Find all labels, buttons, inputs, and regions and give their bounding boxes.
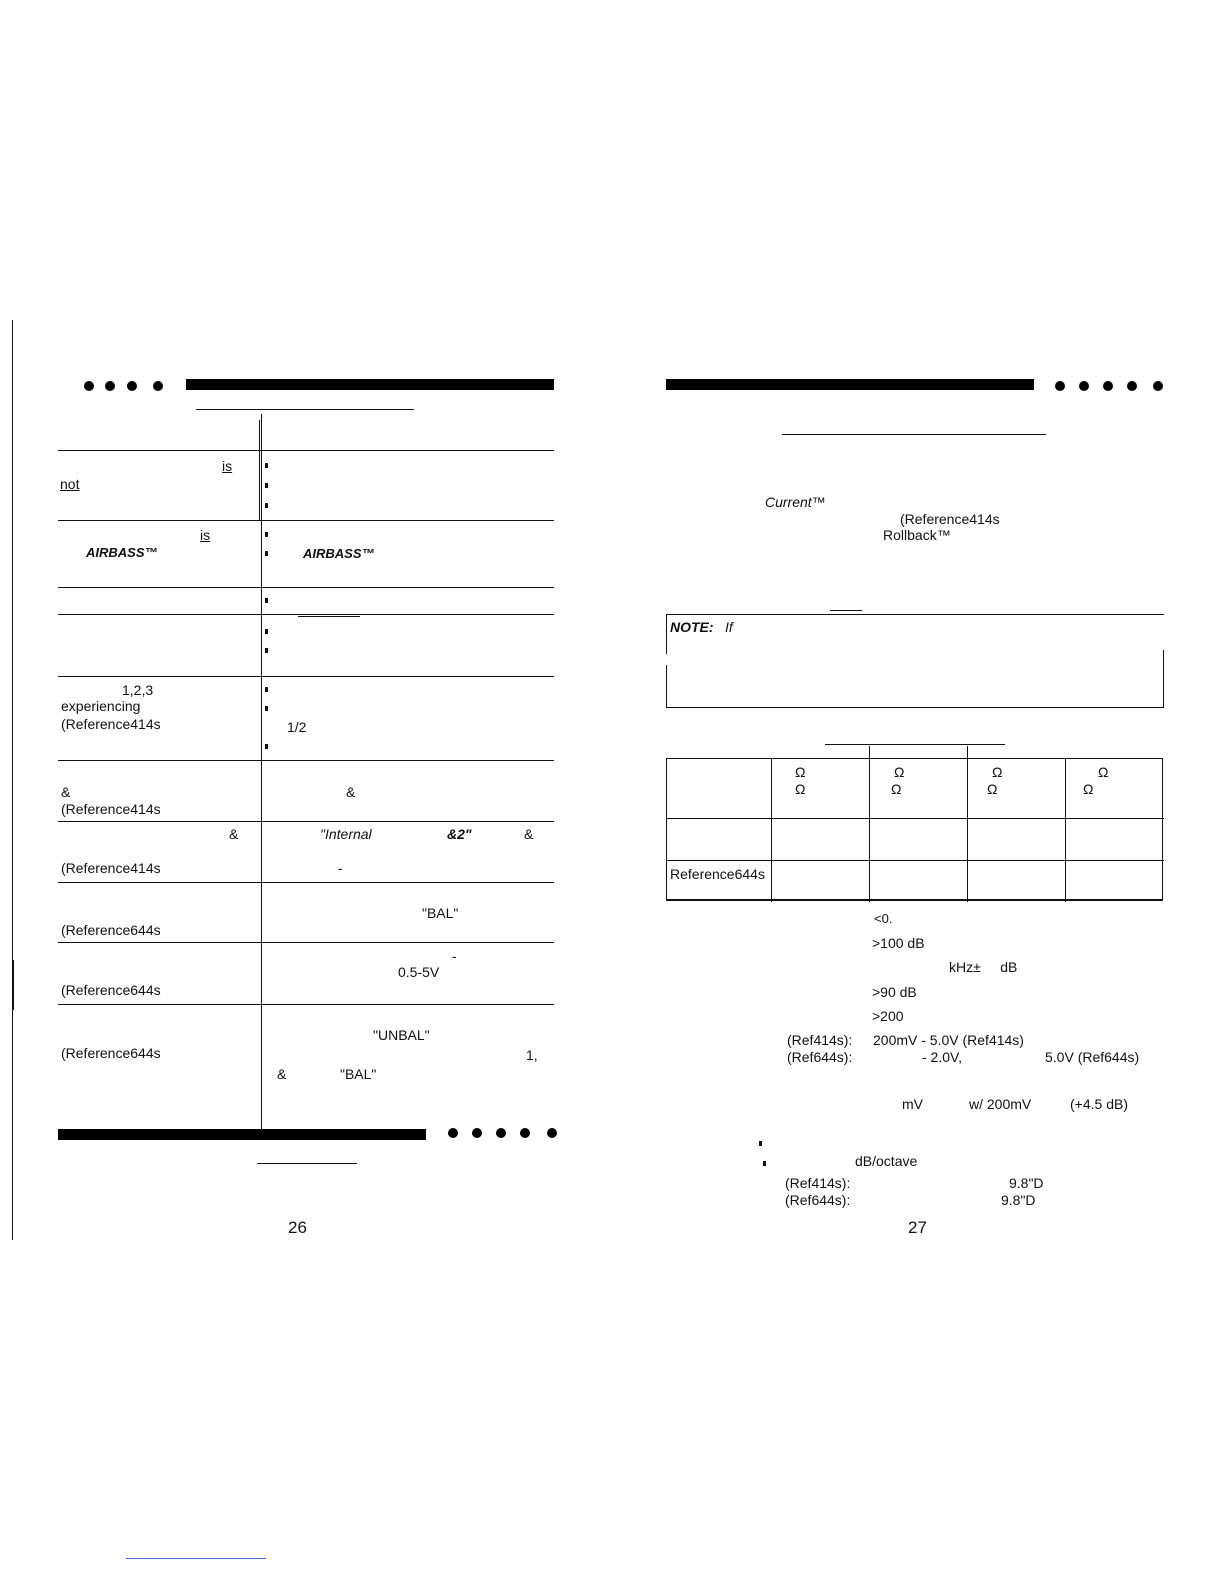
col-divider bbox=[1065, 759, 1066, 902]
note-box-left bbox=[666, 614, 667, 654]
bottom-link-underline bbox=[126, 1558, 266, 1559]
spec-value: >90 dB bbox=[872, 984, 917, 1000]
impedance-table bbox=[666, 758, 1163, 901]
dim-value: 9.8"D bbox=[1009, 1175, 1044, 1191]
footer-dot bbox=[496, 1128, 506, 1138]
problem-text: & bbox=[61, 784, 71, 800]
left-margin-rule bbox=[12, 320, 13, 1240]
header-dot bbox=[127, 381, 137, 391]
note-box-mark bbox=[830, 610, 862, 611]
dim-value: 9.8"D bbox=[1001, 1192, 1036, 1208]
bullet bbox=[763, 1161, 766, 1166]
page-number-left: 26 bbox=[288, 1218, 307, 1237]
title-underline bbox=[782, 434, 1046, 435]
row-rule bbox=[58, 614, 554, 615]
col-divider bbox=[771, 759, 772, 902]
problem-text: not bbox=[60, 476, 80, 492]
solution-text: 1, bbox=[526, 1047, 538, 1063]
dim-label: (Ref414s): bbox=[785, 1175, 851, 1191]
solution-text: & bbox=[524, 826, 534, 842]
table-title-underline bbox=[825, 744, 1005, 745]
bullet bbox=[265, 687, 268, 692]
bullet bbox=[265, 648, 268, 653]
note-box-top bbox=[666, 614, 1164, 615]
spec-value: 200mV - 5.0V (Ref414s) bbox=[873, 1032, 1024, 1048]
problem-text: is bbox=[222, 458, 233, 474]
spec-value-extra: 5.0V (Ref644s) bbox=[1045, 1049, 1140, 1065]
problem-text: (Reference414s bbox=[61, 801, 161, 817]
note-label: NOTE: bbox=[670, 619, 714, 635]
ohm-symbol: Ω bbox=[891, 781, 902, 797]
header-dot bbox=[153, 381, 163, 391]
footer-underline bbox=[257, 1163, 357, 1164]
header-dot bbox=[105, 381, 115, 391]
bullet bbox=[759, 1141, 762, 1146]
solution-text: - bbox=[452, 948, 457, 964]
solution-text: "Internal bbox=[320, 826, 372, 842]
col-divider bbox=[869, 759, 870, 902]
table-header-rule bbox=[58, 450, 554, 451]
footer-bar bbox=[58, 1129, 426, 1140]
gain-db: (+4.5 dB) bbox=[1070, 1096, 1128, 1112]
problem-text: 1,2,3 bbox=[122, 682, 154, 698]
spec-value: >100 dB bbox=[872, 935, 925, 951]
header-bar bbox=[186, 379, 554, 390]
solution-text: "UNBAL" bbox=[373, 1027, 430, 1043]
header-dot bbox=[1055, 381, 1065, 391]
problem-text: (Reference414s bbox=[61, 860, 161, 876]
airbass-label: AIRBASS™ bbox=[86, 545, 158, 560]
intro-rollback: Rollback™ bbox=[883, 527, 951, 543]
note-box-right bbox=[1163, 650, 1164, 708]
gain-mv: mV bbox=[902, 1096, 923, 1112]
problem-text: (Reference644s bbox=[61, 922, 161, 938]
row-rule bbox=[58, 821, 554, 822]
spec-label: (Ref414s): bbox=[787, 1032, 853, 1048]
bullet bbox=[265, 551, 268, 556]
problem-text: is bbox=[200, 527, 211, 543]
problem-text: experiencing bbox=[61, 698, 141, 714]
solution-text: 1/2 bbox=[287, 719, 307, 735]
intro-ref: (Reference414s bbox=[900, 511, 1000, 527]
underline bbox=[298, 616, 360, 617]
ohm-symbol: Ω bbox=[987, 781, 998, 797]
solution-text: 0.5-5V bbox=[398, 964, 440, 980]
spec-value: - 2.0V, bbox=[922, 1049, 962, 1065]
row-divider bbox=[667, 818, 1164, 819]
ohm-symbol: Ω bbox=[795, 781, 806, 797]
solution-text: & bbox=[277, 1066, 287, 1082]
header-dot bbox=[1079, 381, 1089, 391]
dim-label: (Ref644s): bbox=[785, 1192, 851, 1208]
footer-dot bbox=[448, 1128, 458, 1138]
row-rule bbox=[58, 676, 554, 677]
table-mark bbox=[967, 746, 968, 758]
row-rule bbox=[58, 942, 554, 943]
header-dot bbox=[84, 381, 94, 391]
ohm-symbol: Ω bbox=[894, 764, 905, 780]
footer-dot bbox=[547, 1128, 557, 1138]
bullet bbox=[265, 706, 268, 711]
bullet bbox=[265, 744, 268, 749]
spec-label: (Ref644s): bbox=[787, 1049, 853, 1065]
ohm-symbol: Ω bbox=[1098, 764, 1109, 780]
header-dot bbox=[1127, 381, 1137, 391]
row-rule bbox=[58, 1004, 554, 1005]
bullet bbox=[265, 598, 268, 603]
problem-text: (Reference644s bbox=[61, 1045, 161, 1061]
row-rule bbox=[58, 587, 554, 588]
bullet bbox=[265, 629, 268, 634]
problem-text: (Reference414s bbox=[61, 716, 161, 732]
solution-text: & bbox=[346, 784, 356, 800]
table-row-label: Reference644s bbox=[670, 866, 765, 882]
table-divider bbox=[261, 414, 262, 1134]
note-box-bottom bbox=[666, 707, 1164, 708]
bullet bbox=[265, 463, 268, 468]
row-rule bbox=[58, 520, 554, 521]
spec-value: <0. bbox=[874, 911, 893, 926]
spec-value: kHz± dB bbox=[949, 959, 1018, 975]
header-dot bbox=[1153, 381, 1163, 391]
footer-dot bbox=[472, 1128, 482, 1138]
problem-text: (Reference644s bbox=[61, 982, 161, 998]
ohm-symbol: Ω bbox=[992, 764, 1003, 780]
slope-value: dB/octave bbox=[855, 1153, 918, 1169]
solution-text: "BAL" bbox=[422, 905, 459, 921]
title-underline bbox=[196, 409, 414, 410]
solution-text: - bbox=[338, 860, 343, 876]
table-mark bbox=[869, 746, 870, 758]
solution-text: &2" bbox=[447, 826, 472, 842]
left-margin-rule-thick bbox=[12, 960, 14, 1010]
header-dot bbox=[1103, 381, 1113, 391]
problem-text: & bbox=[229, 826, 239, 842]
airbass-label: AIRBASS™ bbox=[303, 546, 375, 561]
bullet bbox=[265, 503, 268, 508]
gain-ref: w/ 200mV bbox=[969, 1096, 1032, 1112]
col-divider bbox=[967, 759, 968, 902]
intro-current: Current™ bbox=[765, 494, 826, 510]
note-if: If bbox=[725, 619, 733, 635]
note-box-left bbox=[666, 665, 667, 708]
solution-text: "BAL" bbox=[340, 1066, 377, 1082]
bullet bbox=[265, 532, 268, 537]
row-rule bbox=[58, 882, 554, 883]
header-bar bbox=[666, 379, 1034, 390]
page-number-right: 27 bbox=[908, 1218, 927, 1237]
ohm-symbol: Ω bbox=[795, 764, 806, 780]
row-rule bbox=[58, 760, 554, 761]
footer-dot bbox=[520, 1128, 530, 1138]
ohm-symbol: Ω bbox=[1083, 781, 1094, 797]
table-divider-mark bbox=[259, 420, 260, 520]
bullet bbox=[265, 483, 268, 488]
row-divider bbox=[667, 860, 1164, 861]
spec-value: >200 bbox=[872, 1008, 904, 1024]
